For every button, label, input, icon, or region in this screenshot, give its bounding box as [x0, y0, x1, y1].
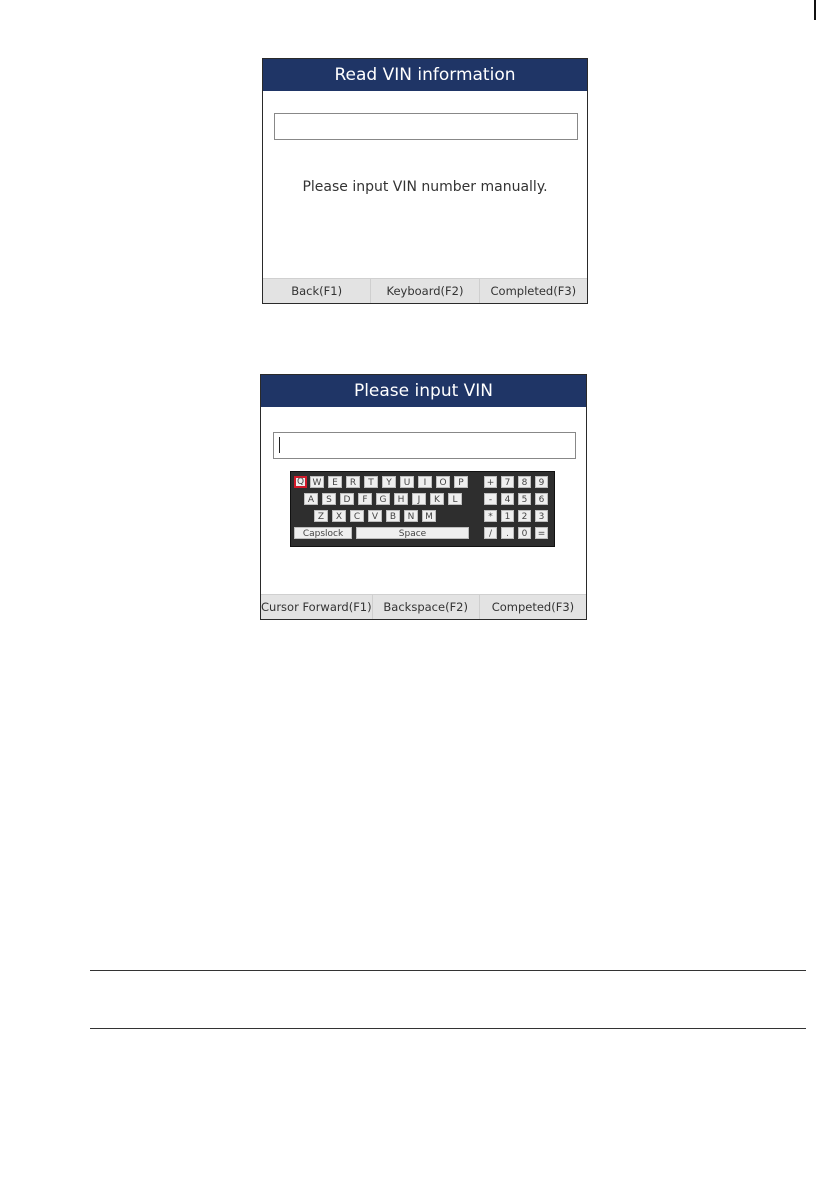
key-r[interactable]: R: [346, 476, 360, 488]
key-m[interactable]: M: [422, 510, 436, 522]
screen-title: Please input VIN: [261, 375, 586, 407]
key-c[interactable]: C: [350, 510, 364, 522]
key-7[interactable]: 7: [501, 476, 514, 488]
vin-input[interactable]: [273, 432, 576, 459]
key-divide[interactable]: /: [484, 527, 497, 539]
divider-top: [90, 970, 806, 971]
input-vin-screen: [260, 374, 587, 620]
text-cursor: [279, 437, 280, 453]
key-4[interactable]: 4: [501, 493, 514, 505]
completed-button[interactable]: Completed(F3): [490, 284, 577, 298]
screen-title: Read VIN information: [263, 59, 587, 91]
key-n[interactable]: N: [404, 510, 418, 522]
keyboard-button[interactable]: Keyboard(F2): [371, 279, 479, 303]
key-b[interactable]: B: [386, 510, 400, 522]
key-u[interactable]: U: [400, 476, 414, 488]
key-z[interactable]: Z: [314, 510, 328, 522]
key-9[interactable]: 9: [535, 476, 548, 488]
cursor-forward-button[interactable]: Cursor Forward(F1): [261, 595, 373, 619]
key-e[interactable]: E: [328, 476, 342, 488]
read-vin-screen: [262, 58, 588, 304]
function-key-bar: [261, 594, 586, 619]
key-6[interactable]: 6: [535, 493, 548, 505]
function-key-bar: [263, 278, 587, 303]
key-h[interactable]: H: [394, 493, 408, 505]
capslock-key[interactable]: Capslock: [294, 527, 352, 539]
key-k[interactable]: K: [430, 493, 444, 505]
key-f[interactable]: F: [358, 493, 372, 505]
key-5[interactable]: 5: [518, 493, 531, 505]
key-a[interactable]: A: [304, 493, 318, 505]
divider-bottom: [90, 1028, 806, 1029]
key-s[interactable]: S: [322, 493, 336, 505]
key-w[interactable]: W: [310, 476, 324, 488]
key-2[interactable]: 2: [518, 510, 531, 522]
key-multiply[interactable]: *: [484, 510, 497, 522]
on-screen-keyboard: [290, 471, 555, 547]
key-j[interactable]: J: [412, 493, 426, 505]
key-equals[interactable]: =: [535, 527, 548, 539]
key-d[interactable]: D: [340, 493, 354, 505]
space-key[interactable]: Space: [356, 527, 469, 539]
key-q[interactable]: Q: [294, 476, 307, 488]
key-x[interactable]: X: [332, 510, 346, 522]
back-button[interactable]: Back(F1): [263, 279, 371, 303]
key-p[interactable]: P: [454, 476, 468, 488]
key-3[interactable]: 3: [535, 510, 548, 522]
key-l[interactable]: L: [448, 493, 462, 505]
vin-input[interactable]: [274, 113, 578, 140]
key-dot[interactable]: .: [501, 527, 514, 539]
key-1[interactable]: 1: [501, 510, 514, 522]
key-plus[interactable]: +: [484, 476, 497, 488]
instruction-message: Please input VIN number manually.: [302, 179, 548, 195]
key-8[interactable]: 8: [518, 476, 531, 488]
key-o[interactable]: O: [436, 476, 450, 488]
key-v[interactable]: V: [368, 510, 382, 522]
completed-button[interactable]: Competed(F3): [491, 600, 575, 614]
key-y[interactable]: Y: [382, 476, 396, 488]
key-minus[interactable]: -: [484, 493, 497, 505]
key-0[interactable]: 0: [518, 527, 531, 539]
page-edge-mark: [814, 0, 816, 20]
backspace-button[interactable]: Backspace(F2): [373, 595, 480, 619]
key-i[interactable]: I: [418, 476, 432, 488]
key-t[interactable]: T: [364, 476, 378, 488]
key-g[interactable]: G: [376, 493, 390, 505]
